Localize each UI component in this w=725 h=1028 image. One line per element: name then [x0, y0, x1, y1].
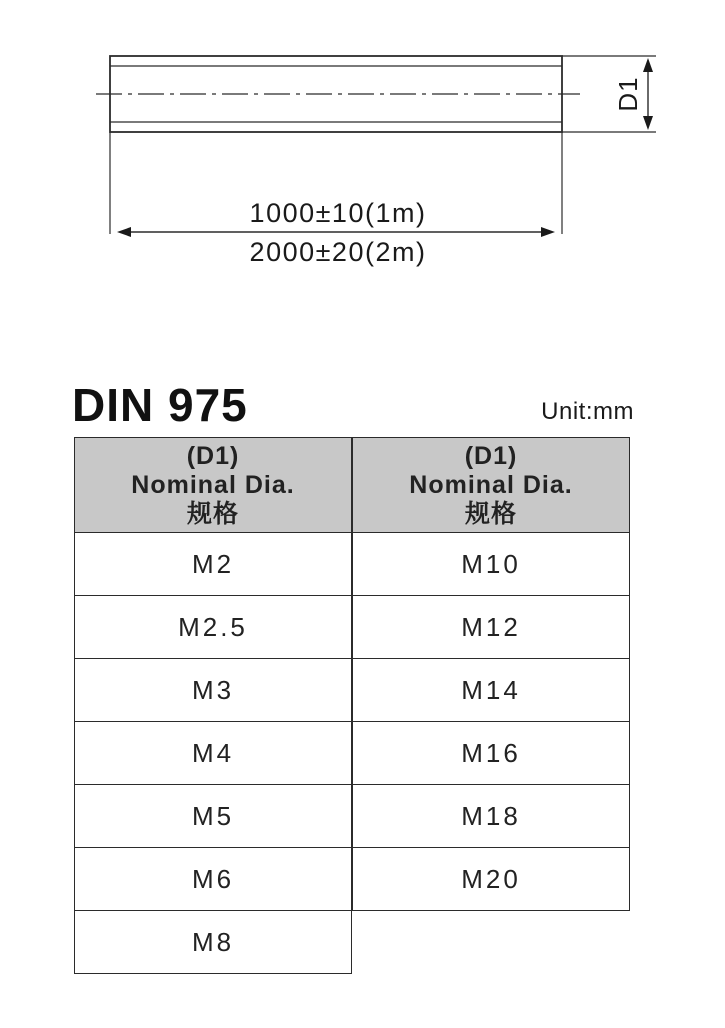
diameter-label: D1	[613, 76, 643, 112]
header-chinese-label: 规格	[464, 500, 517, 528]
table-cell: M5	[75, 785, 351, 848]
header-d1-label: (D1)	[186, 442, 240, 470]
unit-label: Unit:mm	[541, 398, 634, 425]
table-cell: M14	[353, 659, 629, 722]
table-cell: M2.5	[75, 596, 351, 659]
table-cell: M20	[353, 848, 629, 911]
table-cell: M2	[75, 533, 351, 596]
length-label-2m: 2000±20(2m)	[249, 237, 427, 267]
table-column-right	[352, 437, 630, 911]
diameter-arrow-bottom	[643, 116, 653, 130]
header-chinese-label: 规格	[186, 500, 239, 528]
table-cell: M12	[353, 596, 629, 659]
length-label-1m: 1000±10(1m)	[249, 198, 427, 228]
table-cell: M3	[75, 659, 351, 722]
threaded-rod-drawing	[0, 0, 725, 300]
page-title: DIN 975	[72, 379, 248, 431]
length-arrow-left	[117, 227, 131, 237]
table-cell: M4	[75, 722, 351, 785]
table-cell: M6	[75, 848, 351, 911]
table-cell: M8	[75, 911, 351, 974]
table-cell: M18	[353, 785, 629, 848]
column-header-right	[353, 438, 629, 533]
diameter-arrow-top	[643, 58, 653, 72]
table-cell: M10	[353, 533, 629, 596]
header-nominal-dia-label: Nominal Dia.	[409, 471, 573, 499]
table-cell: M16	[353, 722, 629, 785]
length-arrow-right	[541, 227, 555, 237]
column-header-left	[75, 438, 351, 533]
header-nominal-dia-label: Nominal Dia.	[131, 471, 295, 499]
header-d1-label: (D1)	[464, 442, 518, 470]
table-column-left	[74, 437, 352, 974]
